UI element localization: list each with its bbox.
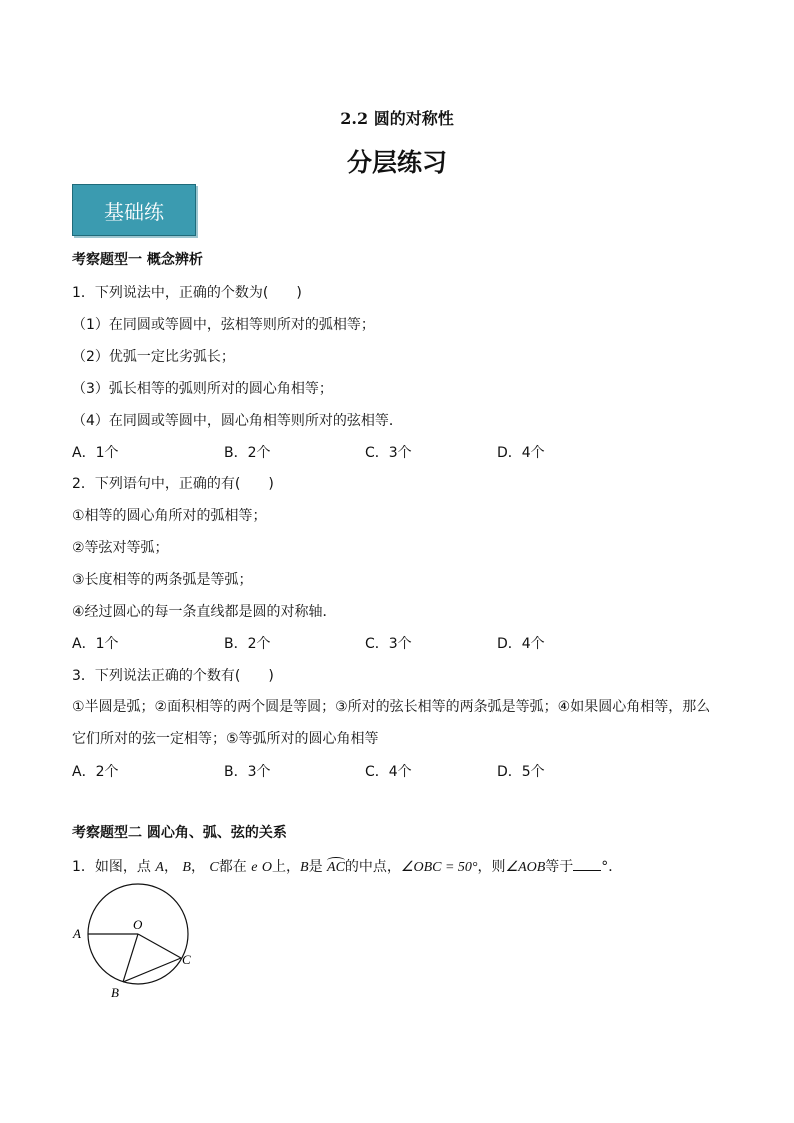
- q1-option-d: D．4个: [497, 445, 545, 461]
- s2-q1-text-7: 等于: [545, 859, 574, 875]
- s2-q1-text-6: ，则: [477, 859, 506, 875]
- circle-symbol: e: [251, 860, 258, 875]
- q2-option-c: C．3个: [365, 636, 412, 652]
- page-title: 2.2 圆的对称性: [340, 109, 454, 128]
- fig-label-c: C: [182, 952, 191, 967]
- circle-figure: [70, 880, 200, 1000]
- s2-q1-sep-1: ，: [163, 859, 178, 875]
- s2-q1-sep-2: ，: [190, 859, 205, 875]
- q2-item-4: ④经过圆心的每一条直线都是圆的对称轴．: [72, 604, 337, 620]
- level-badge: 基础练: [72, 184, 196, 236]
- s2-q1-text-3: 上，: [272, 859, 300, 875]
- point-b-label: B: [182, 860, 191, 875]
- q3-option-c: C．4个: [365, 764, 412, 780]
- q2-option-a: A．1个: [72, 636, 119, 652]
- angle-aob: ∠AOB: [505, 860, 546, 875]
- point-a-label: A: [155, 860, 164, 875]
- q2-item-1: ①相等的圆心角所对的弧相等；: [72, 508, 267, 524]
- s2-q1-text-1: 1．如图，点: [72, 859, 151, 875]
- q1-item-4: （4）在同圆或等圆中，圆心角相等则所对的弦相等．: [72, 413, 403, 429]
- fig-label-a: A: [73, 926, 81, 941]
- q3-option-b: B．3个: [224, 764, 271, 780]
- q1-item-2: （2）优弧一定比劣弧长；: [72, 349, 235, 365]
- q2-option-d: D．4个: [497, 636, 545, 652]
- q2-item-2: ②等弦对等弧；: [72, 540, 169, 556]
- q3-option-d: D．5个: [497, 764, 545, 780]
- q3-option-a: A．2个: [72, 764, 119, 780]
- angle-obc: ∠OBC = 50°: [400, 860, 478, 875]
- q1-item-1: （1）在同圆或等圆中，弦相等则所对的弧相等；: [72, 317, 375, 333]
- arc-ac: AC: [327, 860, 345, 875]
- page-subtitle: 分层练习: [346, 148, 447, 177]
- center-o-label: O: [261, 860, 272, 875]
- segment-oc: [138, 934, 181, 958]
- q1-option-b: B．2个: [224, 445, 271, 461]
- q1-option-c: C．3个: [365, 445, 412, 461]
- s2-q1-text-2: 都在: [218, 859, 247, 875]
- s2-q1-stem: [72, 856, 622, 876]
- point-c-label: C: [209, 860, 219, 875]
- q3-stem: 3．下列说法正确的个数有( ): [72, 668, 274, 684]
- q1-stem: 1．下列说法中，正确的个数为( ): [72, 285, 302, 301]
- s2-q1-text-8: °．: [601, 859, 623, 875]
- segment-ob: [123, 934, 138, 982]
- fig-label-o: O: [133, 917, 143, 932]
- s2-q1-text-5: 的中点，: [344, 859, 401, 875]
- answer-blank[interactable]: [573, 858, 601, 871]
- q2-stem: 2．下列语句中，正确的有( ): [72, 476, 274, 492]
- q3-line-1: ①半圆是弧；②面积相等的两个圆是等圆；③所对的弦长相等的两条弧是等弧；④如果圆心角相等，那么: [72, 699, 711, 715]
- q3-line-2: 它们所对的弦一定相等；⑤等弧所对的圆心角相等: [72, 731, 379, 747]
- q1-option-a: A．1个: [72, 445, 119, 461]
- q1-item-3: （3）弧长相等的弧则所对的圆心角相等；: [72, 381, 333, 397]
- q2-item-3: ③长度相等的两条弧是等弧；: [72, 572, 253, 588]
- point-b-label-2: B: [300, 860, 309, 875]
- section2-heading: 考察题型二 圆心角、弧、弦的关系: [72, 825, 287, 841]
- s2-q1-text-4: 是: [308, 859, 323, 875]
- q2-option-b: B．2个: [224, 636, 271, 652]
- fig-label-b: B: [111, 985, 119, 1000]
- section1-heading: 考察题型一 概念辨析: [72, 252, 203, 268]
